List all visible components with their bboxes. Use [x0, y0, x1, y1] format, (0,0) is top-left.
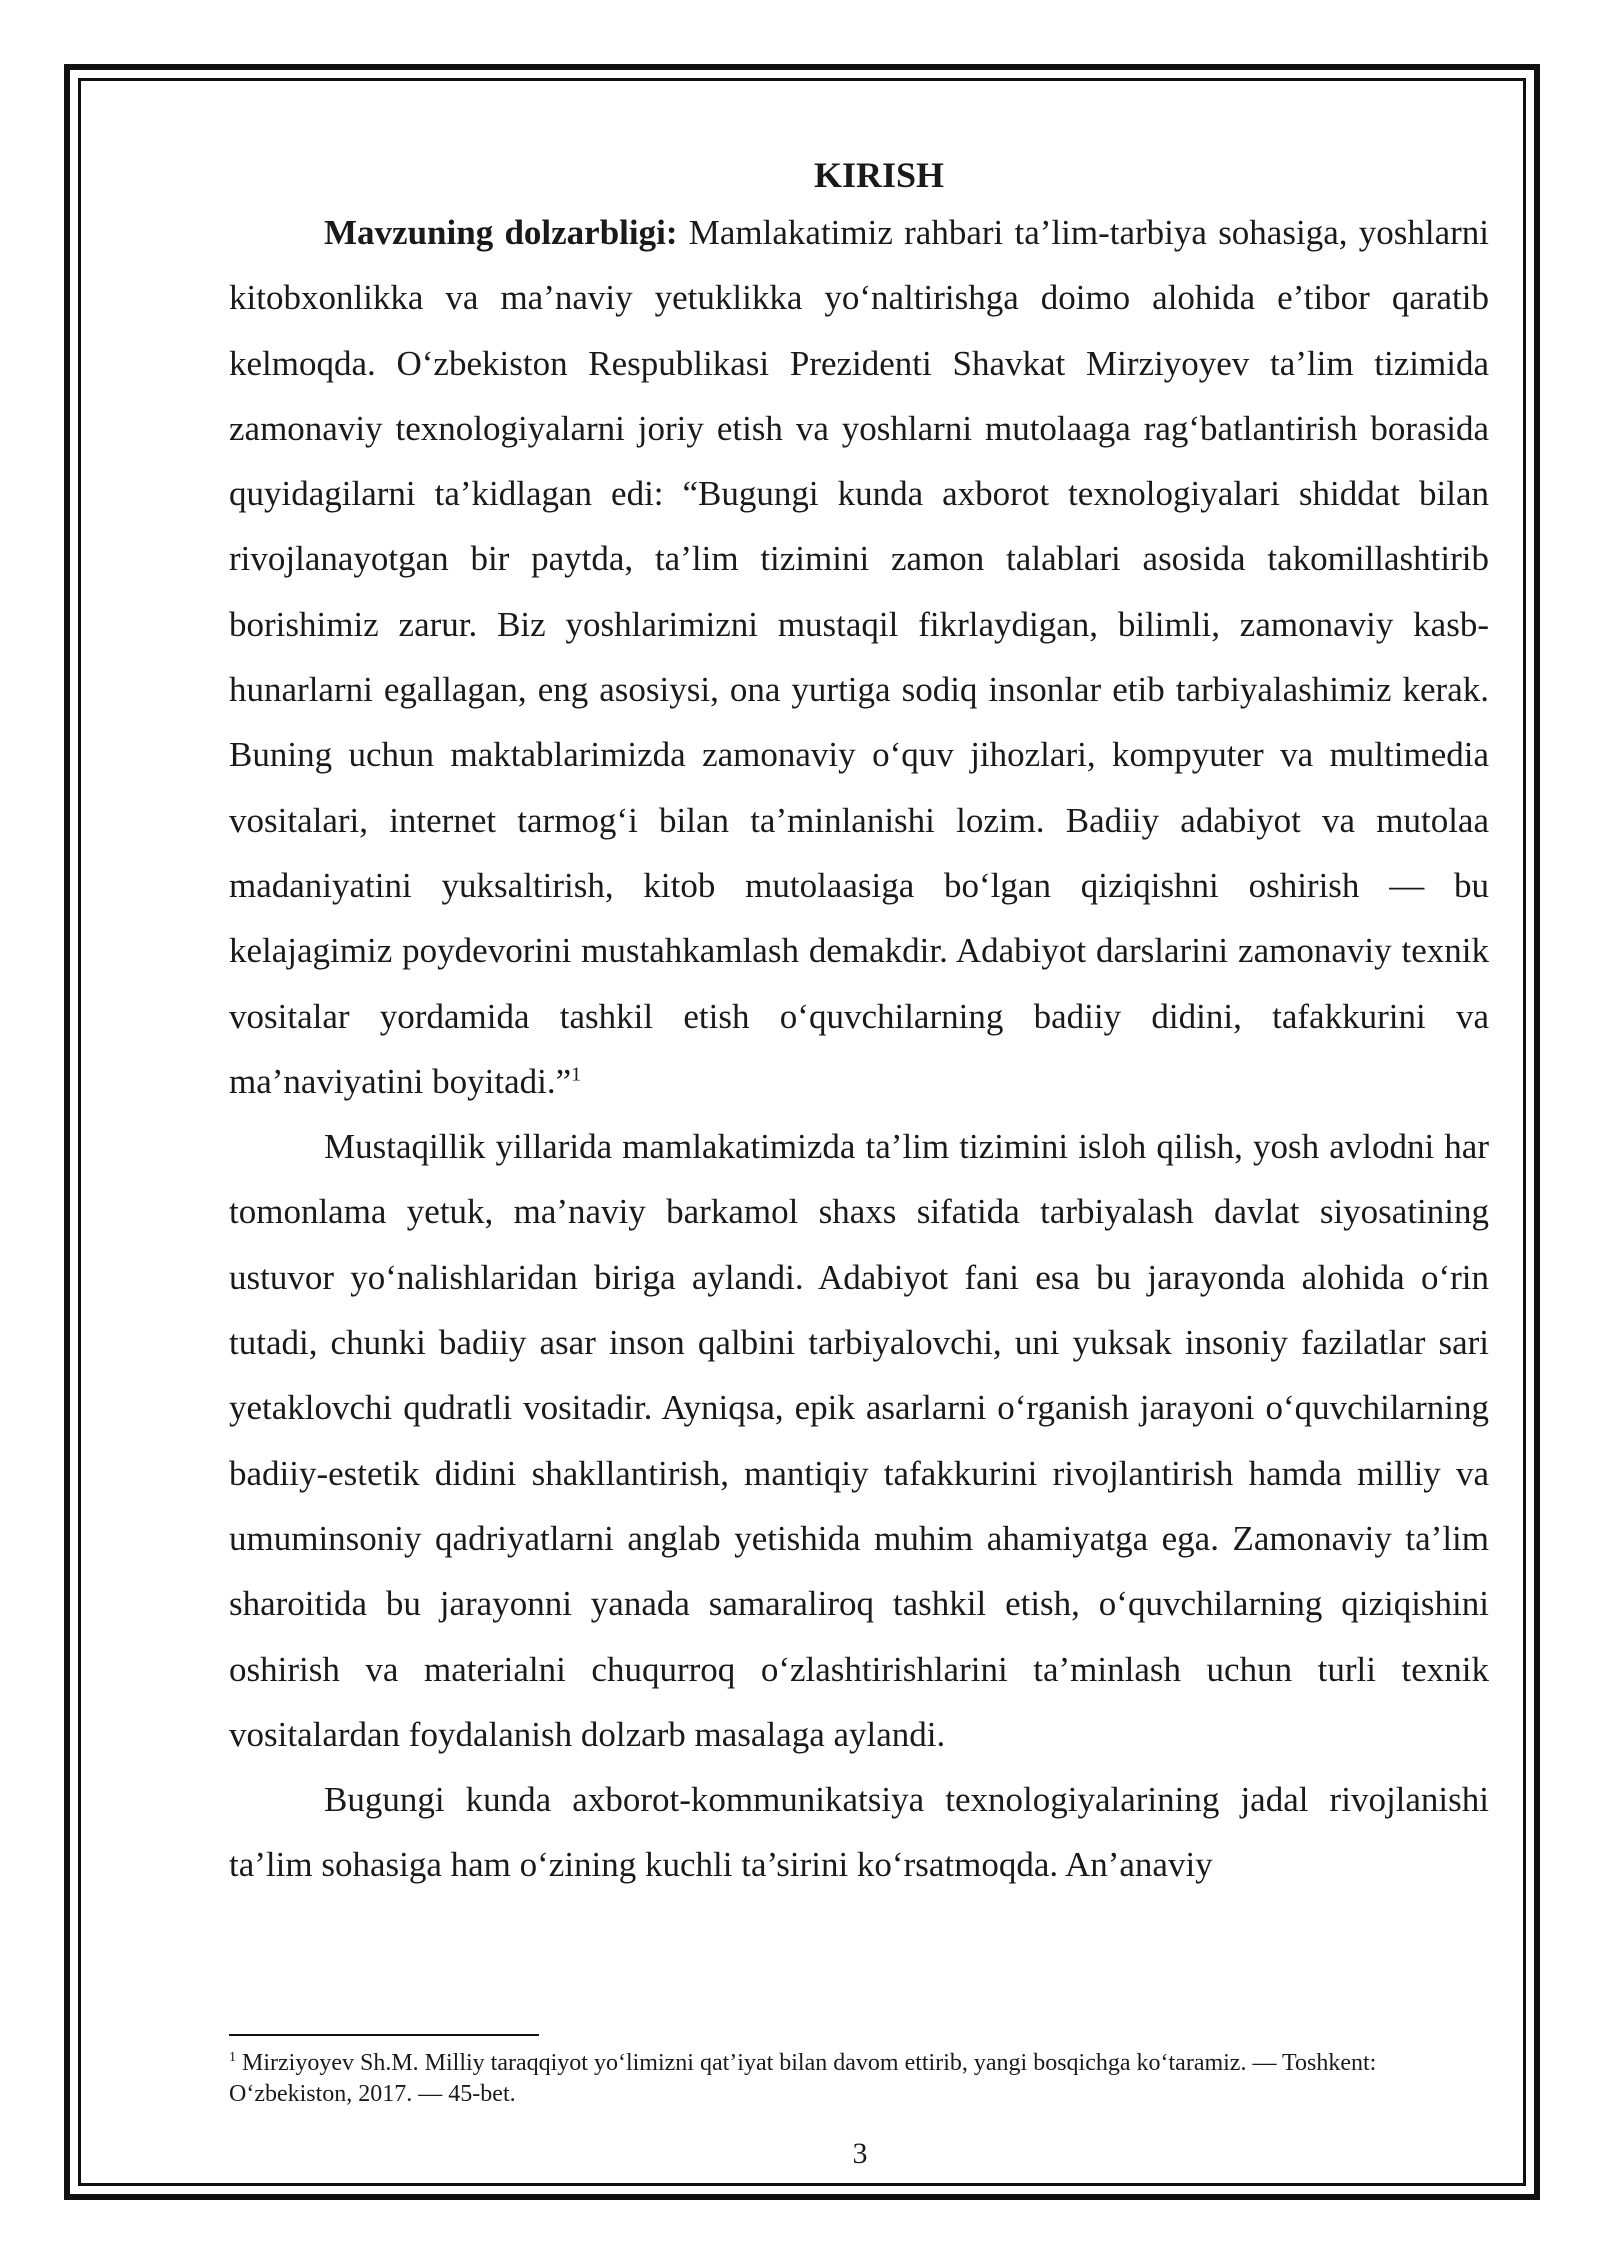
footnote — [229, 2048, 1429, 2110]
page-content — [229, 150, 1489, 1898]
page-number: 3 — [852, 2137, 868, 2170]
footnote-marker: 1 — [229, 2050, 236, 2065]
paragraph-1 — [229, 200, 1489, 1114]
paragraph-3: Bugungi kunda axborot-kommunikatsiya texnologiyalarining jadal rivojlanishi ta’lim sohasiga ham o‘zining kuchli ta’sirini ko‘rsatmoqda. An’anaviy — [229, 1780, 1489, 1885]
footnote-text: Mirziyoyev Sh.M. Milliy taraqqiyot yo‘limizni qat’iyat bilan davom ettirib, yangi bosqichga ko‘taramiz. — Toshkent: O‘zbekiston, 2017. — 45-bet. — [229, 2050, 1377, 2107]
paragraph-1-text: Mamlakatimiz rahbari ta’lim-tarbiya sohasiga, yoshlarni kitobxonlikka va ma’naviy yetuklikka yo‘naltirishga doimo alohida e’tibor qaratib kelmoqda. O‘zbekiston Respublikasi Prezidenti Shavkat Mirziyoyev ta’lim tizimida zamonaviy texnologiyalarni joriy etish va yoshlarni mutolaaga rag‘batlantirish borasida quyidagilarni ta’kidlagan edi: “Bugungi kunda axborot texnologiyalari shiddat bilan rivojlanayotgan bir paytda, ta’lim tizimini zamon talablari asosida takomillashtirib borishimiz zarur. Biz yoshlarimizni mustaqil fikrlaydigan, bilimli, zamonaviy kasb-hunarlarni egallagan, eng asosiysi, ona yurtiga sodiq insonlar etib tarbiyalashimiz kerak. Buning uchun maktablarimizda zamonaviy o‘quv jihozlari, kompyuter va multimedia vositalari, internet tarmog‘i bilan ta’minlanishi lozim. Badiiy adabiyot va mutolaa madaniyatini yuksaltirish, kitob mutolaasiga bo‘lgan qiziqishni oshirish — bu kelajagimiz poydevorini mustahkamlash demakdir. Adabiyot darslarini zamonaviy texnik vositalar yordamida tashkil etish o‘quvchilarning badiiy didini, tafakkurini va ma’naviyatini boyitadi.” — [229, 213, 1489, 1101]
page-heading: KIRISH — [813, 155, 945, 195]
footnote-reference[interactable]: 1 — [571, 1063, 582, 1086]
paragraph-lead: Mavzuning dolzarbligi: — [324, 213, 678, 252]
paragraph-2: Mustaqillik yillarida mamlakatimizda ta’lim tizimini isloh qilish, yosh avlodni har tomonlama yetuk, ma’naviy barkamol shaxs sifatida tarbiyalash davlat siyosatining ustuvor yo‘nalishlaridan biriga aylandi. Adabiyot fani esa bu jarayonda alohida o‘rin tutadi, chunki badiiy asar inson qalbini tarbiyalovchi, uni yuksak insoniy fazilatlar sari yetaklovchi qudratli vositadir. Ayniqsa, epik asarlarni o‘rganish jarayoni o‘quvchilarning badiiy-estetik didini shakllantirish, mantiqiy tafakkurini rivojlantirish hamda milliy va umuminsoniy qadriyatlarni anglab yetishida muhim ahamiyatga ega. Zamonaviy ta’lim sharoitida bu jarayonni yanada samaraliroq tashkil etish, o‘quvchilarning qiziqishini oshirish va materialni chuqurroq o‘zlashtirishlarini ta’minlash uchun turli texnik vositalardan foydalanish dolzarb masalaga aylandi. — [229, 1127, 1489, 1754]
footnote-separator — [229, 2034, 539, 2036]
